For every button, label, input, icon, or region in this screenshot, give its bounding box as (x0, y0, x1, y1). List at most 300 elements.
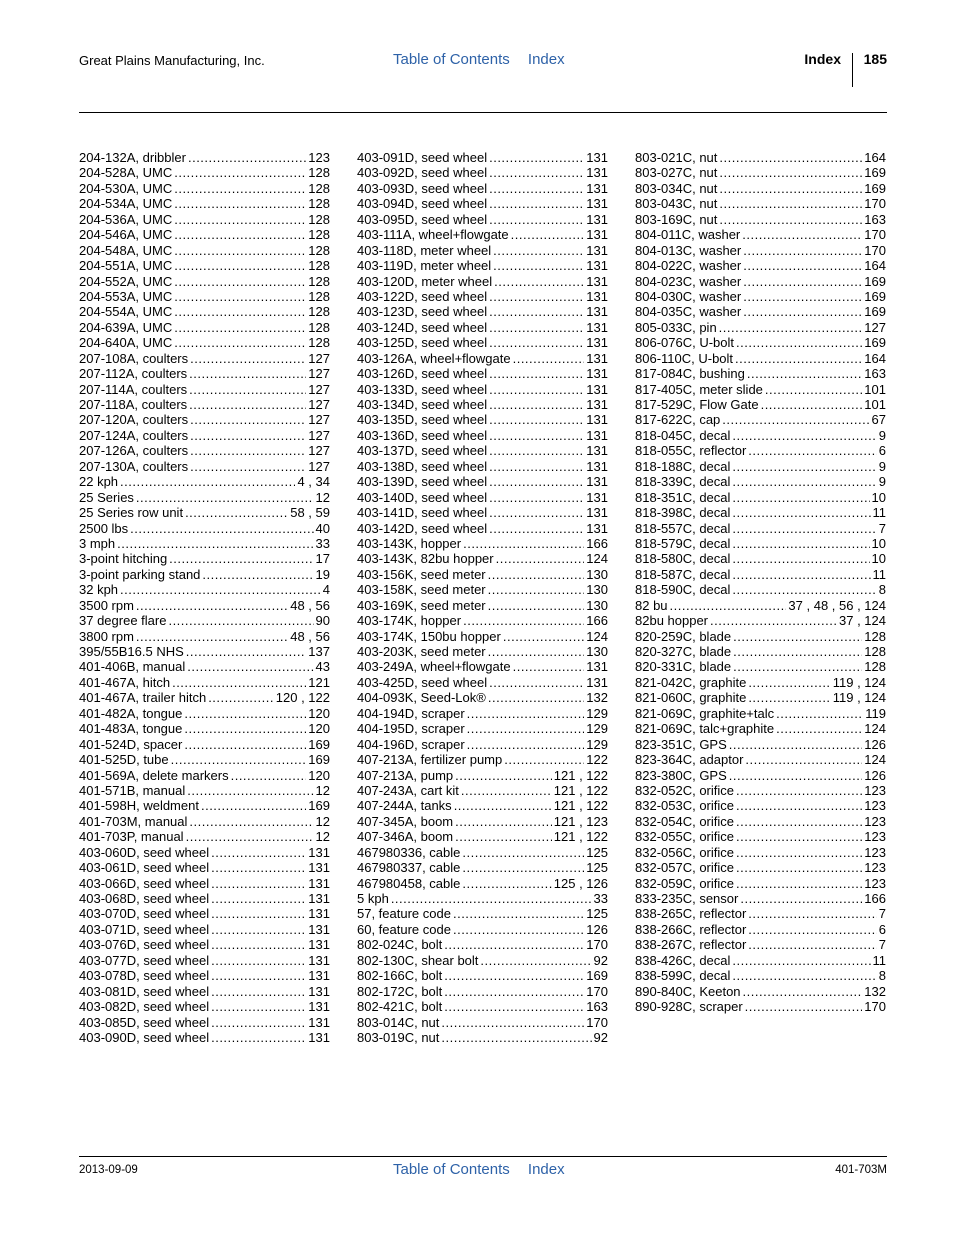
index-entry[interactable] (357, 690, 608, 705)
index-entry[interactable] (79, 829, 330, 844)
index-page-ref[interactable]: 131 (586, 335, 608, 351)
index-entry[interactable] (635, 953, 886, 968)
index-entry[interactable] (79, 876, 330, 891)
index-page-ref[interactable]: 128 (864, 659, 886, 675)
index-entry[interactable] (635, 999, 886, 1014)
index-page-ref[interactable]: 12 (315, 813, 330, 829)
footer-index-link[interactable]: Index (527, 1161, 565, 1178)
index-page-ref[interactable]: 8 (878, 582, 886, 598)
index-entry[interactable] (357, 366, 608, 381)
index-page-ref[interactable]: 58 , 59 (290, 505, 330, 521)
index-page-ref[interactable]: 131 (586, 227, 608, 243)
index-entry[interactable] (635, 644, 886, 659)
index-entry[interactable] (79, 474, 330, 489)
index-page-ref[interactable]: 169 (864, 165, 886, 181)
index-page-ref[interactable]: 67 (871, 412, 886, 428)
index-page-ref[interactable]: 170 (864, 242, 886, 258)
index-entry[interactable] (635, 582, 886, 597)
index-page-ref[interactable]: 126 (586, 921, 608, 937)
index-entry[interactable] (635, 783, 886, 798)
index-page-ref[interactable]: 131 (308, 921, 330, 937)
index-page-ref[interactable]: 123 (864, 782, 886, 798)
index-entry[interactable] (357, 829, 608, 844)
index-entry[interactable] (635, 876, 886, 891)
index-entry[interactable] (635, 675, 886, 690)
index-page-ref[interactable]: 92 (593, 952, 608, 968)
index-entry[interactable] (635, 798, 886, 813)
index-entry[interactable] (79, 320, 330, 335)
index-entry[interactable] (357, 459, 608, 474)
index-entry[interactable] (357, 814, 608, 829)
index-entry[interactable] (79, 181, 330, 196)
index-entry[interactable] (79, 999, 330, 1014)
index-page-ref[interactable]: 125 , 126 (553, 875, 608, 891)
index-entry[interactable] (357, 845, 608, 860)
index-entry[interactable] (357, 351, 608, 366)
index-entry[interactable] (79, 505, 330, 520)
index-entry[interactable] (635, 567, 886, 582)
index-entry[interactable] (635, 412, 886, 427)
index-page-ref[interactable]: 131 (586, 505, 608, 521)
index-page-ref[interactable]: 131 (308, 860, 330, 876)
index-page-ref[interactable]: 131 (586, 474, 608, 490)
index-page-ref[interactable]: 128 (864, 644, 886, 659)
index-entry[interactable] (79, 675, 330, 690)
index-entry[interactable] (79, 860, 330, 875)
index-page-ref[interactable]: 127 (308, 427, 330, 443)
index-entry[interactable] (79, 968, 330, 983)
index-page-ref[interactable]: 124 (586, 628, 608, 644)
index-page-ref[interactable]: 10 (871, 535, 886, 551)
index-page-ref[interactable]: 169 (308, 752, 330, 768)
index-entry[interactable] (635, 906, 886, 921)
index-page-ref[interactable]: 123 (308, 150, 330, 165)
index-page-ref[interactable]: 170 (586, 1014, 608, 1030)
index-page-ref[interactable]: 6 (878, 921, 886, 937)
index-page-ref[interactable]: 131 (586, 659, 608, 675)
index-page-ref[interactable]: 169 (864, 288, 886, 304)
index-entry[interactable] (357, 783, 608, 798)
index-page-ref[interactable]: 163 (586, 999, 608, 1015)
index-entry[interactable] (357, 721, 608, 736)
index-page-ref[interactable]: 120 (308, 721, 330, 737)
index-entry[interactable] (357, 196, 608, 211)
index-page-ref[interactable]: 131 (308, 891, 330, 906)
index-entry[interactable] (79, 984, 330, 999)
index-entry[interactable] (357, 165, 608, 180)
index-page-ref[interactable]: 170 (864, 196, 886, 212)
index-entry[interactable] (635, 551, 886, 566)
index-page-ref[interactable]: 131 (308, 906, 330, 922)
index-page-ref[interactable]: 7 (878, 906, 886, 922)
index-page-ref[interactable]: 101 (864, 397, 886, 412)
index-page-ref[interactable]: 123 (864, 798, 886, 814)
index-entry[interactable] (635, 598, 886, 613)
index-entry[interactable] (357, 629, 608, 644)
index-page-ref[interactable]: 131 (308, 983, 330, 999)
index-page-ref[interactable]: 131 (308, 999, 330, 1015)
index-page-ref[interactable]: 131 (308, 1029, 330, 1045)
index-page-ref[interactable]: 121 , 122 (553, 767, 608, 783)
index-entry[interactable] (79, 351, 330, 366)
index-entry[interactable] (79, 165, 330, 180)
index-entry[interactable] (635, 629, 886, 644)
index-entry[interactable] (635, 196, 886, 211)
index-entry[interactable] (635, 690, 886, 705)
index-entry[interactable] (357, 706, 608, 721)
index-entry[interactable] (635, 737, 886, 752)
index-entry[interactable] (635, 536, 886, 551)
index-page-ref[interactable]: 124 (864, 752, 886, 768)
index-entry[interactable] (357, 536, 608, 551)
index-entry[interactable] (79, 212, 330, 227)
index-page-ref[interactable]: 9 (878, 427, 886, 443)
index-page-ref[interactable]: 169 (864, 180, 886, 196)
index-entry[interactable] (635, 490, 886, 505)
index-entry[interactable] (79, 752, 330, 767)
index-entry[interactable] (79, 536, 330, 551)
index-entry[interactable] (357, 999, 608, 1014)
index-page-ref[interactable]: 124 (586, 551, 608, 567)
index-entry[interactable] (79, 783, 330, 798)
index-page-ref[interactable]: 131 (308, 875, 330, 891)
index-entry[interactable] (79, 953, 330, 968)
index-page-ref[interactable]: 40 (315, 520, 330, 536)
index-entry[interactable] (79, 443, 330, 458)
index-entry[interactable] (357, 551, 608, 566)
index-entry[interactable] (635, 752, 886, 767)
index-entry[interactable] (79, 258, 330, 273)
index-entry[interactable] (635, 505, 886, 520)
index-page-ref[interactable]: 11 (872, 505, 886, 521)
index-entry[interactable] (79, 937, 330, 952)
index-page-ref[interactable]: 125 (586, 844, 608, 860)
index-entry[interactable] (357, 953, 608, 968)
index-page-ref[interactable]: 125 (586, 906, 608, 922)
index-page-ref[interactable]: 166 (586, 613, 608, 629)
index-entry[interactable] (357, 521, 608, 536)
index-entry[interactable] (357, 937, 608, 952)
index-entry[interactable] (79, 274, 330, 289)
index-page-ref[interactable]: 8 (878, 968, 886, 984)
index-entry[interactable] (635, 304, 886, 319)
index-entry[interactable] (79, 304, 330, 319)
index-page-ref[interactable]: 130 (586, 597, 608, 613)
index-page-ref[interactable]: 120 (308, 767, 330, 783)
index-entry[interactable] (357, 768, 608, 783)
index-page-ref[interactable]: 164 (864, 258, 886, 274)
index-entry[interactable] (635, 181, 886, 196)
index-page-ref[interactable]: 123 (864, 829, 886, 845)
index-page-ref[interactable]: 131 (586, 520, 608, 536)
index-entry[interactable] (79, 382, 330, 397)
index-page-ref[interactable]: 170 (586, 983, 608, 999)
index-page-ref[interactable]: 170 (864, 227, 886, 243)
index-page-ref[interactable]: 166 (864, 891, 886, 906)
index-page-ref[interactable]: 129 (586, 721, 608, 737)
index-page-ref[interactable]: 129 (586, 736, 608, 752)
index-page-ref[interactable]: 11 (872, 566, 886, 582)
index-page-ref[interactable]: 121 , 122 (553, 829, 608, 845)
index-page-ref[interactable]: 128 (308, 242, 330, 258)
index-entry[interactable] (357, 891, 608, 906)
index-page-ref[interactable]: 128 (308, 165, 330, 181)
index-entry[interactable] (357, 598, 608, 613)
index-entry[interactable] (357, 428, 608, 443)
index-page-ref[interactable]: 129 (586, 705, 608, 721)
index-entry[interactable] (357, 304, 608, 319)
index-page-ref[interactable]: 92 (593, 1029, 608, 1045)
index-page-ref[interactable]: 4 , 34 (297, 474, 330, 490)
index-entry[interactable] (635, 243, 886, 258)
index-page-ref[interactable]: 9 (878, 458, 886, 474)
index-page-ref[interactable]: 128 (308, 319, 330, 335)
index-page-ref[interactable]: 131 (586, 196, 608, 212)
index-page-ref[interactable]: 131 (586, 211, 608, 227)
index-entry[interactable] (79, 567, 330, 582)
index-page-ref[interactable]: 37 , 124 (839, 613, 886, 629)
index-page-ref[interactable]: 169 (864, 273, 886, 289)
index-entry[interactable] (79, 196, 330, 211)
index-page-ref[interactable]: 131 (586, 443, 608, 459)
index-entry[interactable] (79, 428, 330, 443)
index-entry[interactable] (79, 768, 330, 783)
index-page-ref[interactable]: 9 (878, 474, 886, 490)
index-entry[interactable] (635, 814, 886, 829)
index-page-ref[interactable]: 123 (864, 844, 886, 860)
index-page-ref[interactable]: 169 (308, 736, 330, 752)
index-entry[interactable] (635, 829, 886, 844)
index-page-ref[interactable]: 163 (864, 366, 886, 382)
index-page-ref[interactable]: 7 (878, 520, 886, 536)
index-entry[interactable] (357, 243, 608, 258)
index-entry[interactable] (635, 768, 886, 783)
index-entry[interactable] (79, 737, 330, 752)
index-page-ref[interactable]: 131 (308, 952, 330, 968)
index-page-ref[interactable]: 127 (308, 350, 330, 366)
index-page-ref[interactable]: 131 (586, 366, 608, 382)
index-page-ref[interactable]: 11 (872, 952, 886, 968)
index-page-ref[interactable]: 164 (864, 350, 886, 366)
index-entry[interactable] (357, 922, 608, 937)
index-page-ref[interactable]: 131 (586, 242, 608, 258)
index-entry[interactable] (79, 412, 330, 427)
index-page-ref[interactable]: 127 (864, 319, 886, 335)
index-page-ref[interactable]: 131 (308, 844, 330, 860)
index-page-ref[interactable]: 4 (322, 582, 330, 598)
index-page-ref[interactable]: 12 (315, 829, 330, 845)
index-page-ref[interactable]: 132 (864, 983, 886, 999)
index-entry[interactable] (635, 984, 886, 999)
index-entry[interactable] (635, 351, 886, 366)
index-page-ref[interactable]: 128 (308, 211, 330, 227)
index-entry[interactable] (79, 582, 330, 597)
index-entry[interactable] (357, 737, 608, 752)
index-entry[interactable] (79, 490, 330, 505)
index-entry[interactable] (357, 659, 608, 674)
index-page-ref[interactable]: 128 (308, 258, 330, 274)
index-entry[interactable] (357, 335, 608, 350)
index-entry[interactable] (79, 397, 330, 412)
index-page-ref[interactable]: 128 (864, 628, 886, 644)
index-page-ref[interactable]: 6 (878, 443, 886, 459)
index-page-ref[interactable]: 124 (864, 721, 886, 737)
index-page-ref[interactable]: 131 (586, 150, 608, 165)
index-entry[interactable] (79, 629, 330, 644)
index-entry[interactable] (357, 412, 608, 427)
index-entry[interactable] (635, 382, 886, 397)
index-page-ref[interactable]: 131 (586, 319, 608, 335)
index-page-ref[interactable]: 128 (308, 304, 330, 320)
index-page-ref[interactable]: 123 (864, 875, 886, 891)
index-entry[interactable] (79, 521, 330, 536)
index-page-ref[interactable]: 131 (308, 937, 330, 953)
index-entry[interactable] (79, 706, 330, 721)
index-entry[interactable] (635, 258, 886, 273)
index-page-ref[interactable]: 101 (864, 381, 886, 397)
index-entry[interactable] (635, 150, 886, 165)
index-page-ref[interactable]: 37 , 48 , 56 , 124 (788, 597, 886, 613)
index-page-ref[interactable]: 12 (315, 489, 330, 505)
index-page-ref[interactable]: 33 (593, 891, 608, 906)
index-page-ref[interactable]: 120 (308, 705, 330, 721)
index-page-ref[interactable]: 125 (586, 860, 608, 876)
index-page-ref[interactable]: 128 (308, 227, 330, 243)
index-page-ref[interactable]: 131 (586, 458, 608, 474)
index-page-ref[interactable]: 90 (315, 613, 330, 629)
index-page-ref[interactable]: 166 (586, 535, 608, 551)
index-entry[interactable] (357, 675, 608, 690)
index-entry[interactable] (635, 397, 886, 412)
index-entry[interactable] (635, 521, 886, 536)
index-page-ref[interactable]: 128 (308, 335, 330, 351)
index-entry[interactable] (635, 335, 886, 350)
index-entry[interactable] (79, 243, 330, 258)
index-entry[interactable] (357, 984, 608, 999)
index-entry[interactable] (635, 721, 886, 736)
index-page-ref[interactable]: 131 (586, 350, 608, 366)
index-page-ref[interactable]: 131 (586, 165, 608, 181)
index-page-ref[interactable]: 128 (308, 288, 330, 304)
index-page-ref[interactable]: 131 (586, 427, 608, 443)
index-entry[interactable] (79, 551, 330, 566)
index-entry[interactable] (79, 459, 330, 474)
index-entry[interactable] (357, 1030, 608, 1045)
index-entry[interactable] (357, 382, 608, 397)
index-page-ref[interactable]: 131 (586, 288, 608, 304)
index-page-ref[interactable]: 10 (871, 551, 886, 567)
index-entry[interactable] (79, 366, 330, 381)
index-entry[interactable] (635, 891, 886, 906)
index-entry[interactable] (79, 845, 330, 860)
index-page-ref[interactable]: 128 (308, 180, 330, 196)
index-entry[interactable] (79, 598, 330, 613)
index-page-ref[interactable]: 48 , 56 (290, 597, 330, 613)
index-entry[interactable] (357, 644, 608, 659)
index-entry[interactable] (635, 274, 886, 289)
index-entry[interactable] (635, 922, 886, 937)
index-page-ref[interactable]: 131 (308, 968, 330, 984)
index-entry[interactable] (79, 1030, 330, 1045)
index-entry[interactable] (635, 165, 886, 180)
index-page-ref[interactable]: 130 (586, 582, 608, 598)
index-entry[interactable] (357, 968, 608, 983)
index-page-ref[interactable]: 169 (586, 968, 608, 984)
index-entry[interactable] (357, 1015, 608, 1030)
index-entry[interactable] (357, 274, 608, 289)
index-page-ref[interactable]: 119 , 124 (832, 674, 886, 690)
index-entry[interactable] (635, 474, 886, 489)
index-page-ref[interactable]: 127 (308, 381, 330, 397)
index-page-ref[interactable]: 33 (315, 535, 330, 551)
index-page-ref[interactable]: 119 (865, 705, 886, 721)
index-page-ref[interactable]: 170 (864, 999, 886, 1015)
index-entry[interactable] (79, 289, 330, 304)
index-entry[interactable] (357, 752, 608, 767)
index-page-ref[interactable]: 137 (308, 644, 330, 659)
index-page-ref[interactable]: 126 (864, 767, 886, 783)
index-entry[interactable] (357, 289, 608, 304)
index-entry[interactable] (357, 860, 608, 875)
index-page-ref[interactable]: 127 (308, 366, 330, 382)
index-entry[interactable] (79, 922, 330, 937)
index-entry[interactable] (635, 968, 886, 983)
index-page-ref[interactable]: 169 (308, 798, 330, 814)
index-page-ref[interactable]: 131 (586, 674, 608, 690)
index-entry[interactable] (635, 212, 886, 227)
index-entry[interactable] (79, 613, 330, 628)
index-entry[interactable] (635, 845, 886, 860)
index-entry[interactable] (635, 937, 886, 952)
index-entry[interactable] (635, 227, 886, 242)
index-page-ref[interactable]: 123 (864, 860, 886, 876)
index-entry[interactable] (79, 150, 330, 165)
index-entry[interactable] (79, 721, 330, 736)
index-entry[interactable] (635, 459, 886, 474)
index-entry[interactable] (357, 397, 608, 412)
index-entry[interactable] (79, 906, 330, 921)
index-page-ref[interactable]: 121 (308, 674, 330, 690)
index-page-ref[interactable]: 130 (586, 566, 608, 582)
index-page-ref[interactable]: 169 (864, 335, 886, 351)
index-page-ref[interactable]: 131 (586, 180, 608, 196)
index-entry[interactable] (635, 320, 886, 335)
index-entry[interactable] (79, 1015, 330, 1030)
index-page-ref[interactable]: 131 (308, 1014, 330, 1030)
index-entry[interactable] (79, 644, 330, 659)
index-page-ref[interactable]: 43 (315, 659, 330, 675)
index-page-ref[interactable]: 126 (864, 736, 886, 752)
index-page-ref[interactable]: 7 (878, 937, 886, 953)
index-entry[interactable] (79, 690, 330, 705)
index-page-ref[interactable]: 127 (308, 397, 330, 412)
index-entry[interactable] (635, 659, 886, 674)
index-page-ref[interactable]: 131 (586, 397, 608, 412)
index-page-ref[interactable]: 121 , 122 (553, 798, 608, 814)
index-page-ref[interactable]: 122 (586, 752, 608, 768)
index-entry[interactable] (357, 906, 608, 921)
index-page-ref[interactable]: 128 (308, 273, 330, 289)
index-page-ref[interactable]: 131 (586, 489, 608, 505)
index-entry[interactable] (79, 659, 330, 674)
index-page-ref[interactable]: 48 , 56 (290, 628, 330, 644)
index-page-ref[interactable]: 12 (315, 782, 330, 798)
index-entry[interactable] (635, 289, 886, 304)
index-entry[interactable] (79, 335, 330, 350)
index-page-ref[interactable]: 127 (308, 412, 330, 428)
index-entry[interactable] (79, 891, 330, 906)
index-entry[interactable] (357, 320, 608, 335)
